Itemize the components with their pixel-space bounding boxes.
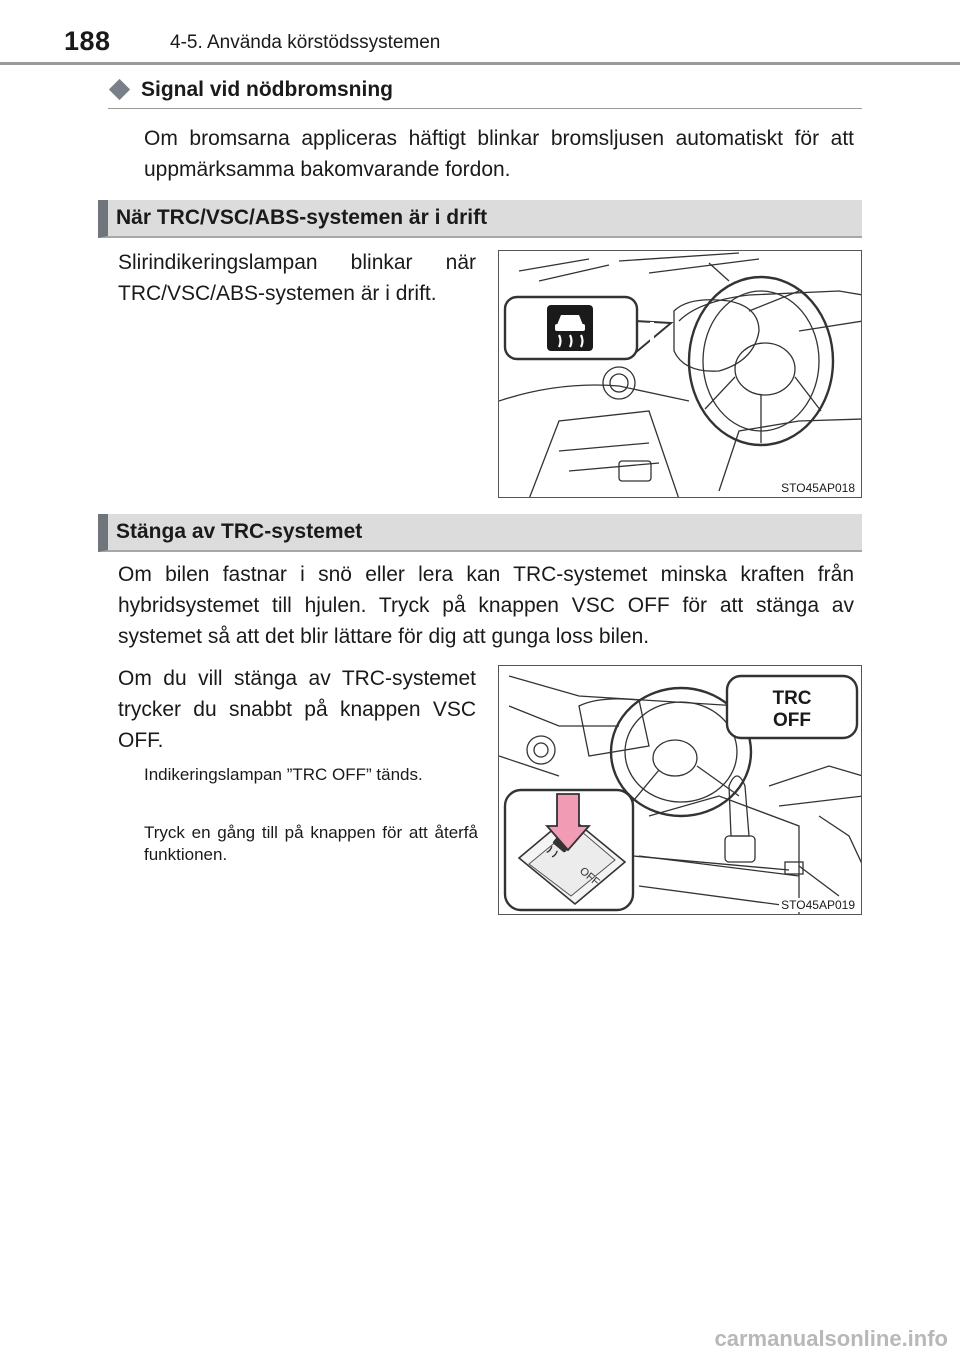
console-figure [498, 665, 862, 915]
trc-operating-text: Slirindikeringslampan blinkar när TRC/VSC/ABS-systemen är i drift. [118, 251, 476, 305]
note-press-again: Tryck en gång till på knappen för att återfå funktionen. [144, 823, 478, 864]
dashboard-figure [498, 250, 862, 498]
trc-callout-line1: TRC [772, 688, 812, 709]
chapter-title: 4-5. Använda körstödssystemen [170, 32, 441, 53]
emergency-signal-heading-text: Signal vid nödbromsning [141, 78, 393, 101]
emergency-signal-heading [108, 78, 862, 109]
trc-operating-heading: När TRC/VSC/ABS-systemen är i drift [98, 200, 862, 238]
dashboard-illustration [499, 251, 862, 498]
trc-disable-instruction: Om du vill stänga av TRC-systemet trycker du snabbt på knappen VSC OFF. [118, 667, 476, 752]
trc-callout-line2: OFF [773, 710, 811, 731]
trc-disable-heading: Stänga av TRC-systemet [98, 514, 862, 552]
emergency-signal-text: Om bromsarna appliceras häftigt blinkar bromsljusen automatiskt för att uppmärksamma bakomvarande fordon. [144, 127, 854, 181]
trc-disable-text: Om bilen fastnar i snö eller lera kan TRC-systemet minska kraften från hybridsystemet till hjulen. Tryck på knappen VSC OFF för att stänga av systemet så att det blir lättare för dig att gunga loss bilen. [118, 563, 854, 648]
vsc-off-button-label: OFF [577, 865, 602, 889]
page-number: 188 [64, 26, 111, 56]
figure-code-2: STO45AP019 [781, 898, 855, 912]
diamond-bullet-icon [109, 79, 130, 100]
console-illustration [499, 666, 862, 915]
header-rule [0, 62, 960, 65]
slip-indicator-icon [547, 305, 593, 351]
note-indicator-light: Indikeringslampan ”TRC OFF” tänds. [144, 765, 423, 784]
watermark: carmanualsonline.info [714, 1326, 948, 1351]
figure-code-1: STO45AP018 [781, 481, 855, 495]
